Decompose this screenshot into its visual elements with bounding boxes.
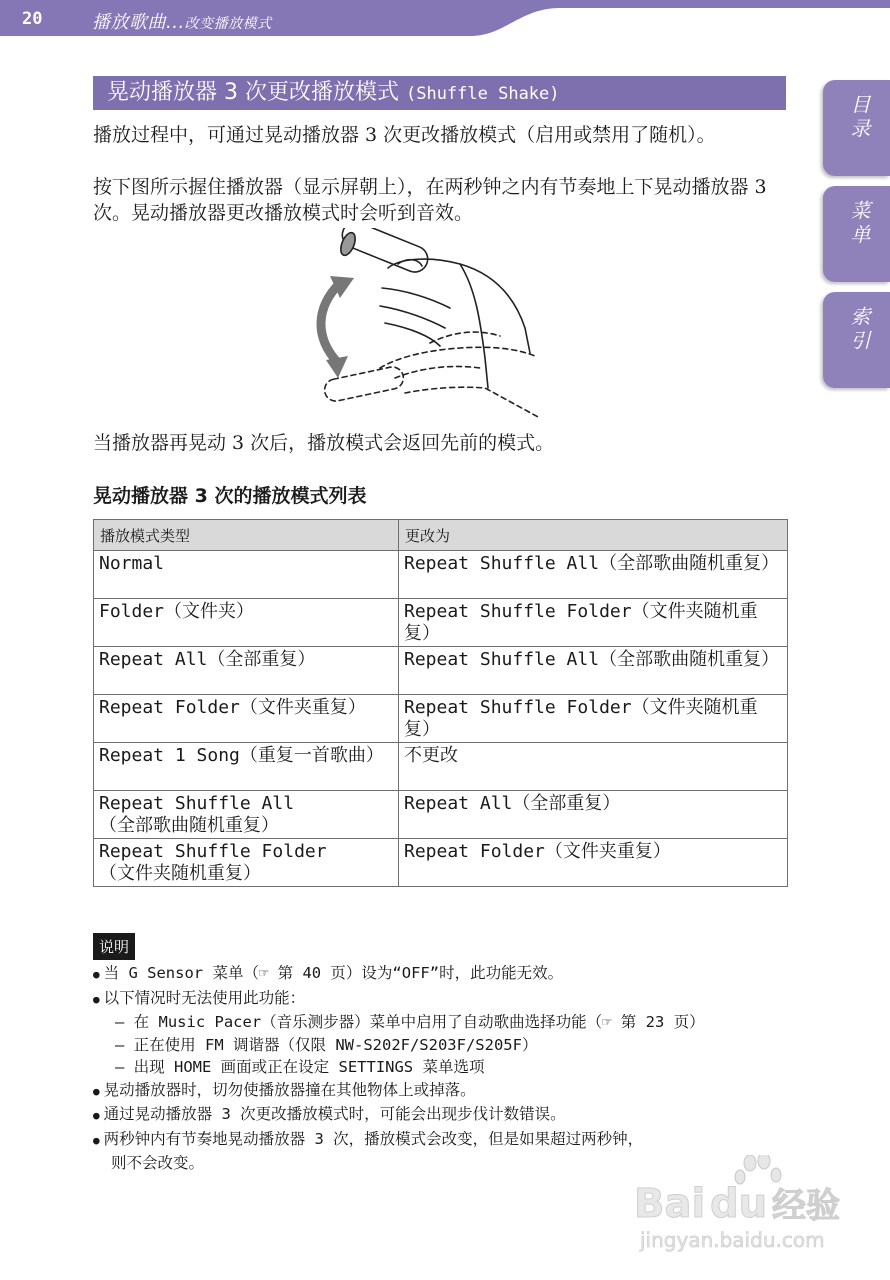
intro-paragraph-1: 播放过程中，可通过晃动播放器 3 次更改播放模式（启用或禁用了随机）。 (93, 124, 716, 146)
table-header-row (94, 520, 788, 551)
note-text: 通过晃动播放器 3 次更改播放模式时，可能会出现步伐计数错误。 (103, 1105, 566, 1123)
table-row (94, 599, 788, 647)
note-text: 以下情况时无法使用此功能： (103, 988, 306, 1007)
shake-illustration (310, 228, 570, 423)
mode-cell: Repeat All（全部重复） (94, 647, 399, 695)
table-row (94, 695, 788, 743)
watermark-suffix: 经验 (772, 1186, 840, 1226)
breadcrumb-main: 播放歌曲... (92, 12, 185, 33)
table-row (94, 791, 788, 839)
table-row (94, 839, 788, 887)
mode-cell: Repeat Folder（文件夹重复） (94, 695, 399, 743)
intro-paragraph-3: 当播放器再晃动 3 次后，播放模式会返回先前的模式。 (93, 432, 555, 454)
mode-cell: Normal (94, 551, 399, 599)
watermark-brand: Bai (634, 1181, 706, 1227)
change-cell: Repeat Shuffle Folder（文件夹随机重复） (399, 599, 788, 647)
note-text: 晃动播放器时，切勿使播放器撞在其他物体上或掉落。 (103, 1080, 476, 1099)
change-cell: Repeat Shuffle All（全部歌曲随机重复） (399, 551, 788, 599)
watermark-url: jingyan.baidu.com (640, 1228, 825, 1252)
note-subitem: – 出现 HOME 画面或正在设定 SETTINGS 菜单选项 (115, 1058, 485, 1076)
tab-menu-label: 菜单 (847, 200, 871, 248)
breadcrumb-sub[interactable]: 改变播放模式 (184, 16, 272, 32)
note-badge: 说明 (93, 933, 135, 960)
tab-index-label: 索引 (847, 306, 871, 354)
column-header-change-to: 更改为 (399, 520, 788, 551)
table-row (94, 743, 788, 791)
change-cell: Repeat All（全部重复） (399, 791, 788, 839)
column-header-mode: 播放模式类型 (94, 520, 399, 551)
tab-contents-label: 目录 (847, 94, 871, 142)
change-cell: 不更改 (399, 743, 788, 791)
table-row (94, 551, 788, 599)
note-item (93, 987, 793, 1012)
watermark-brand-2: du (710, 1181, 768, 1227)
tab-index[interactable] (823, 292, 890, 388)
change-cell: Repeat Shuffle Folder（文件夹随机重复） (399, 695, 788, 743)
mode-cell: Folder（文件夹） (94, 599, 399, 647)
tab-menu[interactable] (823, 186, 890, 282)
note-subitem: – 在 Music Pacer（音乐测步器）菜单中启用了自动歌曲选择功能（☞ 第 23 页） (115, 1013, 705, 1031)
change-cell: Repeat Shuffle All（全部歌曲随机重复） (399, 647, 788, 695)
change-cell: Repeat Folder（文件夹重复） (399, 839, 788, 887)
play-mode-table (93, 519, 788, 887)
notes-list (93, 962, 793, 1175)
note-item (93, 1128, 793, 1153)
table-row (94, 647, 788, 695)
intro-paragraph-2: 按下图所示握住播放器（显示屏朝上），在两秒钟之内有节奏地上下晃动播放器 3 次。晃动播放器更改播放模式时会听到音效。 (93, 176, 767, 224)
section-title-cn: 晃动播放器 3 次更改播放模式 (107, 80, 399, 105)
tab-contents[interactable] (823, 80, 890, 176)
note-subitem: – 正在使用 FM 调谐器（仅限 NW-S202F/S203F/S205F） (115, 1035, 538, 1054)
note-continuation: 则不会改变。 (111, 1154, 205, 1172)
note-item (93, 962, 793, 987)
section-title-en: (Shuffle Shake) (405, 84, 560, 104)
mode-cell: Repeat Shuffle Folder （文件夹随机重复） (94, 839, 399, 887)
breadcrumb (92, 8, 272, 34)
note-item (93, 1079, 793, 1104)
mode-cell: Repeat Shuffle All （全部歌曲随机重复） (94, 791, 399, 839)
note-text: 两秒钟内有节奏地晃动播放器 3 次，播放模式会改变，但是如果超过两秒钟， (103, 1129, 644, 1148)
note-item (93, 1103, 793, 1128)
page-number: 20 (22, 9, 43, 29)
mode-cell: Repeat 1 Song（重复一首歌曲） (94, 743, 399, 791)
baidu-watermark (630, 1155, 860, 1255)
section-title (93, 76, 786, 110)
note-text: 当 G Sensor 菜单（☞ 第 40 页）设为“OFF”时，此功能无效。 (103, 964, 564, 982)
table-title: 晃动播放器 3 次的播放模式列表 (93, 485, 367, 507)
